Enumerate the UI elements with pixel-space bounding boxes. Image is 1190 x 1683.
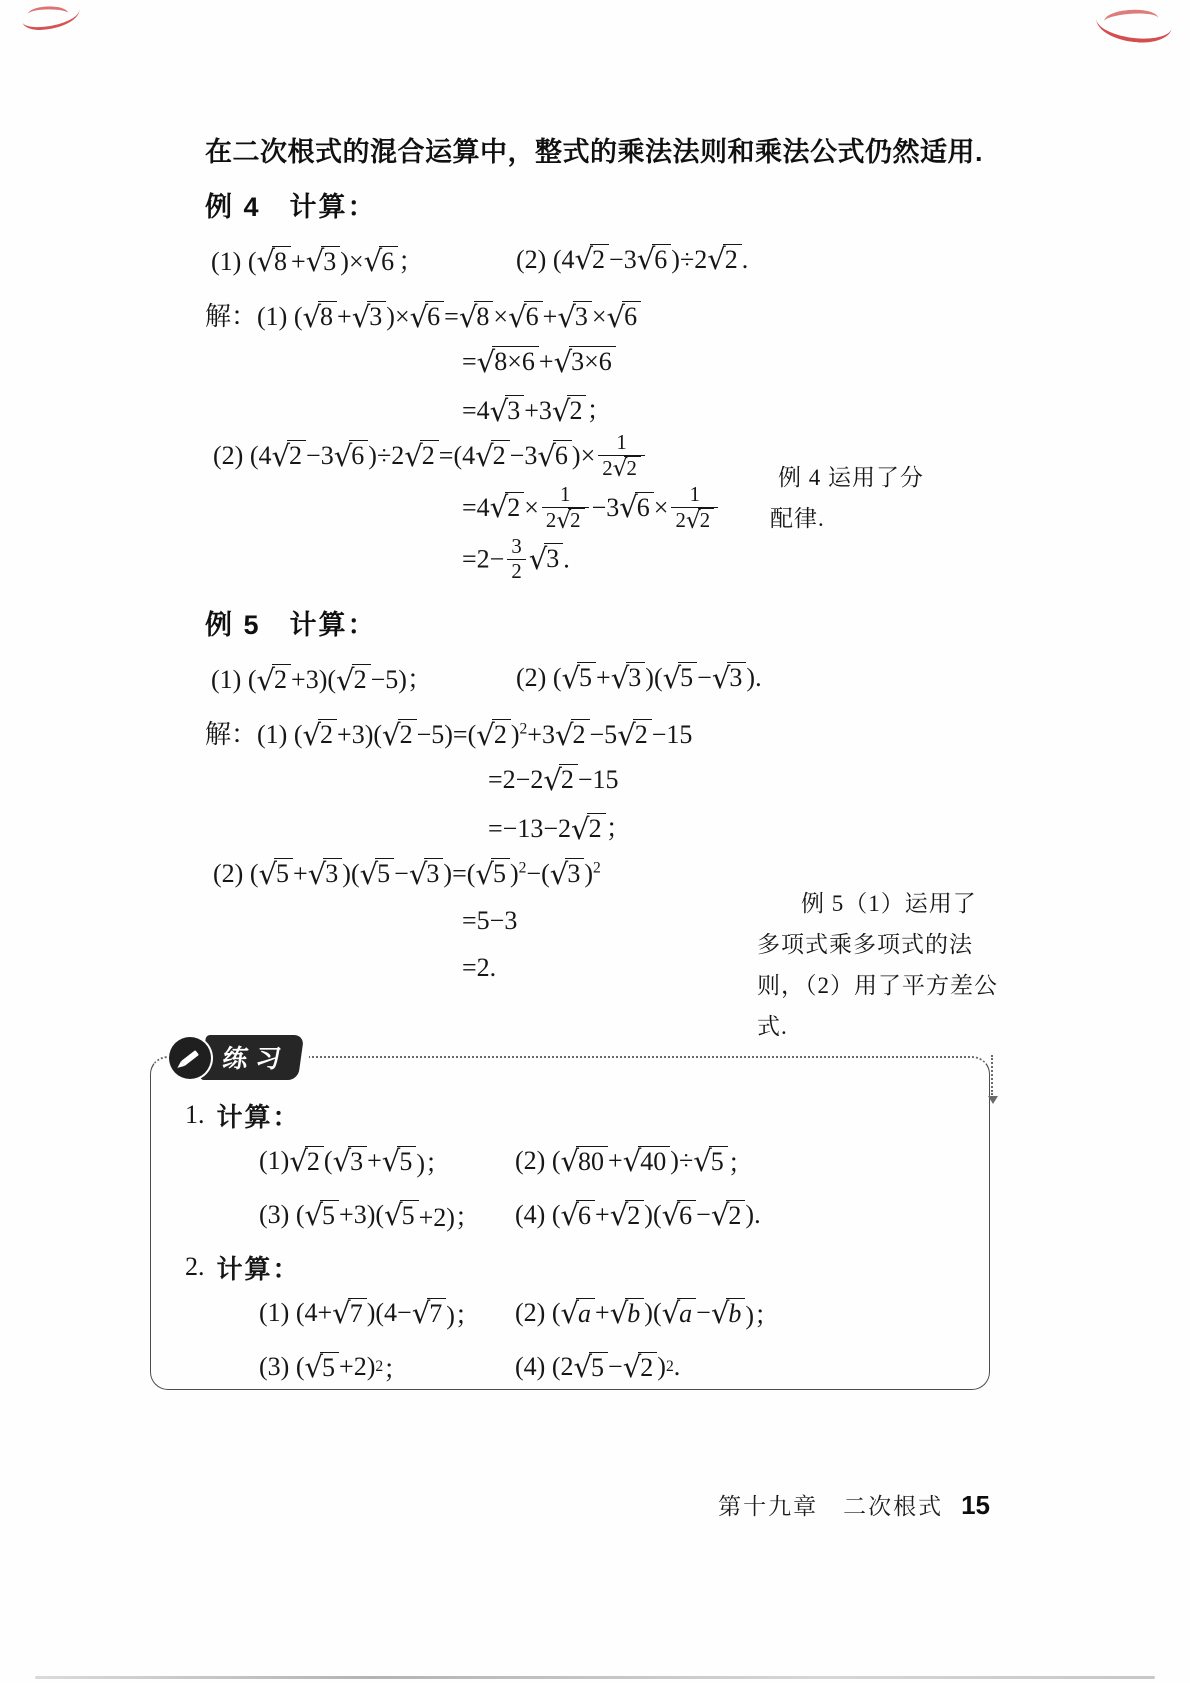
- practice-badge-label: 练习: [200, 1035, 304, 1080]
- radical: √5: [360, 859, 395, 888]
- radical: √6: [410, 302, 445, 331]
- radical: √2: [336, 665, 371, 694]
- radical: √5: [384, 1200, 419, 1231]
- radical: √6: [334, 441, 369, 470]
- radical: √b: [711, 1298, 746, 1329]
- radical: √8: [256, 247, 291, 276]
- radical: √2: [256, 665, 291, 694]
- radical: √5: [475, 859, 510, 888]
- radical: √3: [333, 1146, 368, 1177]
- practice-badge: [169, 1035, 309, 1080]
- radical: √2: [404, 441, 439, 470]
- practice-box: [150, 1045, 990, 1390]
- radical: √2: [574, 245, 609, 274]
- practice-problem: (2) ( √80 + √40 )÷ √5 ；: [515, 1144, 754, 1179]
- radical: √6: [662, 1200, 697, 1231]
- radical: √a: [560, 1298, 595, 1329]
- practice-item: [185, 1094, 965, 1136]
- example4-heading: 例 4 计算：: [205, 192, 377, 222]
- radical: √6: [537, 441, 572, 470]
- practice-problems: [185, 1292, 965, 1388]
- example4-problems: [205, 236, 990, 282]
- radical: √3: [308, 859, 343, 888]
- problem-expression: (2) (√5 +√3 )(√5 −√3 ).: [516, 660, 762, 695]
- margin-note-example5: 例 5（1）运用了多项式乘多项式的法则，（2）用了平方差公式.: [757, 891, 998, 1039]
- radical: √6: [607, 302, 642, 331]
- practice-item-number: 2.: [185, 1252, 205, 1281]
- radical: √2: [623, 1352, 658, 1383]
- practice-problem: (4) (2 √5 − √2 ) 2 .: [515, 1350, 681, 1385]
- example5-heading: 例 5 计算：: [205, 610, 377, 641]
- radical: √5: [382, 1146, 417, 1177]
- practice-problem: (1) √2 ( √3 + √5 )；: [259, 1144, 452, 1179]
- solution-line: (2) (√5 +√3 )(√5 −√3 )=(√5 )$^2$−(√3 )$^2$: [213, 857, 601, 892]
- radical: √2: [571, 814, 606, 843]
- radical: √2: [617, 720, 652, 749]
- fraction: $\frac{1}{2√2}$: [671, 483, 718, 533]
- radical: √5: [693, 1146, 728, 1177]
- radical: √3: [490, 396, 525, 425]
- page-footer: [0, 1488, 990, 1521]
- radical: √3: [550, 859, 585, 888]
- practice-problem: (4) ( √6 + √2 )( √6 − √2 ).: [515, 1198, 761, 1233]
- pencil-icon: [169, 1037, 211, 1079]
- solution-line: 解：(1) (√2 +3)(√2 −5)=(√2 )$^2$+3√2 −5√2 −15: [205, 718, 693, 753]
- radical: √3: [529, 544, 564, 573]
- fraction: $\frac{3}{2}$: [507, 535, 525, 584]
- dotted-line-hook: [991, 1055, 993, 1095]
- radical: √2: [686, 509, 714, 532]
- solution-line: =4√3 +3√2 ；: [462, 393, 613, 428]
- solution-line: =2.: [462, 952, 497, 982]
- solution-line: =2− $\frac{3}{2}$ √3 .: [462, 534, 570, 583]
- radical: √a: [662, 1298, 697, 1329]
- radical: √80: [560, 1146, 608, 1177]
- radical: √2: [707, 245, 742, 274]
- radical: √8×6: [477, 347, 539, 376]
- radical: √2: [711, 1200, 746, 1231]
- radical: √2: [555, 720, 590, 749]
- radical: √2: [271, 441, 306, 470]
- radical: √7: [332, 1298, 367, 1329]
- radical: √3: [611, 663, 646, 692]
- practice-item: [185, 1246, 965, 1288]
- solution-line: =−13−2√2 ；: [488, 812, 632, 847]
- radical: √3: [352, 302, 387, 331]
- radical: √8: [459, 302, 494, 331]
- radical: √2: [476, 720, 511, 749]
- radical: √5: [573, 1352, 608, 1383]
- radical: √2: [613, 457, 641, 480]
- chapter-title: 第十九章 二次根式: [718, 1493, 944, 1519]
- solution-line: =5−3: [462, 905, 518, 935]
- radical: √7: [412, 1298, 447, 1329]
- dotted-line-arrow: [988, 1096, 998, 1109]
- solution-line: 解：(1) (√8 +√3 )×√6 =√8 ×√6 +√3 ×√6: [205, 292, 990, 337]
- radical: √6: [637, 245, 672, 274]
- practice-problem: (2) ( √a + √b )( √a − √b )；: [515, 1296, 781, 1331]
- radical: √5: [258, 859, 293, 888]
- radical: √8: [302, 302, 337, 331]
- problem-expression: (1) (√2 +3)(√2 −5)；: [211, 662, 433, 697]
- page-number: 15: [961, 1490, 990, 1520]
- scan-edge-bottom: [35, 1676, 1155, 1679]
- example5-problems: [205, 654, 990, 700]
- fraction: $\frac{1}{2√2}$: [542, 483, 589, 533]
- solution-line: =√8×6 +√3×6: [205, 339, 990, 384]
- practice-problem: (3) ( √5 +2) 2 ；: [259, 1350, 410, 1385]
- practice-item-label: 计算：: [216, 1101, 301, 1132]
- radical: √5: [561, 663, 596, 692]
- intro-paragraph: 在二次根式的混合运算中，整式的乘法法则和乘法公式仍然适用.: [205, 137, 984, 167]
- radical: √2: [475, 441, 510, 470]
- radical: √3: [306, 247, 341, 276]
- practice-problem: (3) ( √5 +3)( √5 +2)；: [259, 1198, 481, 1233]
- practice-problems: [185, 1140, 965, 1236]
- radical: √2: [610, 1200, 645, 1231]
- radical: √6: [619, 493, 654, 522]
- fraction: $\frac{1}{2√2}$: [598, 431, 645, 481]
- radical: √5: [304, 1200, 339, 1231]
- practice-problem: (1) (4+ √7 )(4− √7 )；: [259, 1296, 481, 1331]
- solution-line: =2−2√2 −15: [488, 763, 619, 798]
- radical: √2: [490, 493, 525, 522]
- radical: √6: [364, 247, 399, 276]
- radical: √40: [623, 1146, 671, 1177]
- example4-solution: [205, 292, 990, 585]
- radical: √5: [304, 1352, 339, 1383]
- practice-item-number: 1.: [185, 1100, 205, 1129]
- radical: √2: [302, 720, 337, 749]
- radical: √2: [289, 1146, 324, 1177]
- radical: √3: [409, 859, 444, 888]
- practice-item-label: 计算：: [216, 1253, 301, 1284]
- solution-line: (2) (4√2 −3√6 )÷2√2 =(4√2 −3√6 )× $\frac{1}{2√2}$: [205, 433, 990, 483]
- radical: √b: [610, 1298, 645, 1329]
- problem-expression: (2) (4√2 −3√6 )÷2√2 .: [516, 242, 749, 277]
- radical: √2: [552, 396, 587, 425]
- radical: √2: [556, 509, 584, 532]
- problem-expression: (1) (√8 +√3 )×√6 ；: [211, 244, 425, 279]
- solution-line: =4√2 × $\frac{1}{2√2}$ −3√6 × $\frac{1}{2√2}$: [205, 485, 990, 535]
- radical: √2: [382, 720, 417, 749]
- radical: √6: [560, 1200, 595, 1231]
- radical: √3×6: [554, 347, 616, 376]
- radical: √5: [663, 663, 698, 692]
- practice-items: [185, 1094, 965, 1388]
- radical: √2: [543, 765, 578, 794]
- radical: √3: [712, 663, 747, 692]
- margin-note-example4: 例 4 运用了分配律.: [770, 465, 924, 531]
- radical: √3: [557, 302, 592, 331]
- radical: √6: [508, 302, 543, 331]
